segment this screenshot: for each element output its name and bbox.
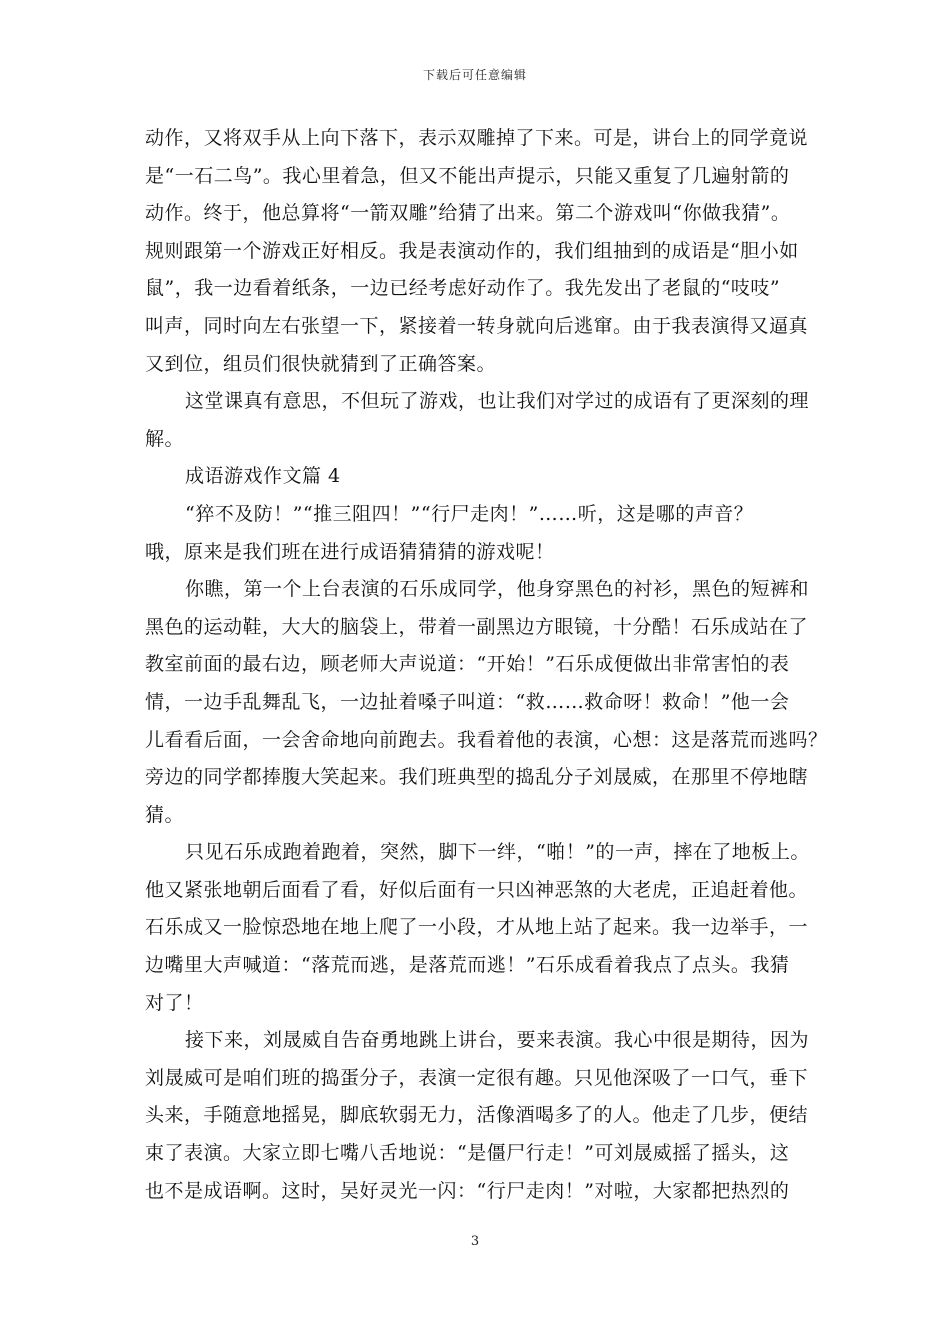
text-line: 束了表演。大家立即七嘴八舌地说：“是僵尸行走！”可刘晟威摇了摇头，这	[145, 1142, 790, 1165]
text-line: 这堂课真有意思，不但玩了游戏，也让我们对学过的成语有了更深刻的理	[185, 390, 810, 413]
text-line: 你瞧，第一个上台表演的石乐成同学，他身穿黑色的衬衫，黑色的短裤和	[185, 578, 810, 601]
text-line: “猝不及防！”“推三阻四！”“行尸走肉！”……听，这是哪的声音？	[185, 502, 754, 525]
text-line: 头来，手随意地摇晃，脚底软弱无力，活像酒喝多了的人。他走了几步，便结	[145, 1104, 809, 1127]
text-line: 猜。	[145, 803, 185, 826]
text-line: 解。	[145, 427, 185, 450]
text-line: 边嘴里大声喊道：“落荒而逃，是落荒而逃！”石乐成看着我点了点头。我猜	[145, 954, 790, 977]
text-line: 教室前面的最右边，顾老师大声说道：“开始！”石乐成便做出非常害怕的表	[145, 653, 790, 676]
text-line: 只见石乐成跑着跑着，突然，脚下一绊，“啪！”的一声，摔在了地板上。	[185, 841, 810, 864]
text-line: 石乐成又一脸惊恐地在地上爬了一小段，才从地上站了起来。我一边举手，一	[145, 916, 809, 939]
document-body	[145, 120, 828, 1210]
text-line: 儿看看后面，一会舍命地向前跑去。我看着他的表演，心想：这是落荒而逃吗？	[145, 728, 828, 751]
text-line: 鼠”，我一边看着纸条，一边已经考虑好动作了。我先发出了老鼠的“吱吱”	[145, 277, 781, 300]
page-header: 下载后可任意编辑	[422, 68, 527, 82]
section-heading: 成语游戏作文篇 4	[185, 465, 341, 488]
text-line: 是“一石二鸟”。我心里着急，但又不能出声提示，只能又重复了几遍射箭的	[145, 164, 790, 187]
text-line: 情，一边手乱舞乱飞，一边扯着嗓子叫道：“救……救命呀！救命！”他一会	[145, 690, 790, 713]
text-line: 动作，又将双手从上向下落下，表示双雕掉了下来。可是，讲台上的同学竟说	[145, 127, 809, 149]
text-line: 叫声，同时向左右张望一下，紧接着一转身就向后逃窜。由于我表演得又逼真	[145, 314, 809, 337]
text-line: 哦，原来是我们班在进行成语猜猜猜的游戏呢！	[145, 540, 555, 563]
page-number: 3	[470, 1234, 480, 1249]
text-line: 刘晟威可是咱们班的捣蛋分子，表演一定很有趣。只见他深吸了一口气，垂下	[145, 1066, 809, 1089]
text-line: 又到位，组员们很快就猜到了正确答案。	[145, 352, 497, 375]
text-line: 动作。终于，他总算将“一箭双雕”给猜了出来。第二个游戏叫“你做我猜”。	[145, 202, 791, 225]
text-line: 黑色的运动鞋，大大的脑袋上，带着一副黑边方眼镜，十分酷！石乐成站在了	[145, 615, 809, 638]
text-line: 旁边的同学都捧腹大笑起来。我们班典型的捣乱分子刘晟威，在那里不停地瞎	[145, 766, 809, 789]
text-line: 也不是成语啊。这时，吴好灵光一闪：“行尸走肉！”对啦，大家都把热烈的	[145, 1179, 790, 1202]
text-line: 规则跟第一个游戏正好相反。我是表演动作的，我们组抽到的成语是“胆小如	[145, 239, 799, 262]
text-line: 接下来，刘晟威自告奋勇地跳上讲台，要来表演。我心中很是期待，因为	[185, 1029, 810, 1052]
text-line: 他又紧张地朝后面看了看，好似后面有一只凶神恶煞的大老虎，正追赶着他。	[145, 878, 809, 901]
text-line: 对了！	[145, 991, 204, 1014]
